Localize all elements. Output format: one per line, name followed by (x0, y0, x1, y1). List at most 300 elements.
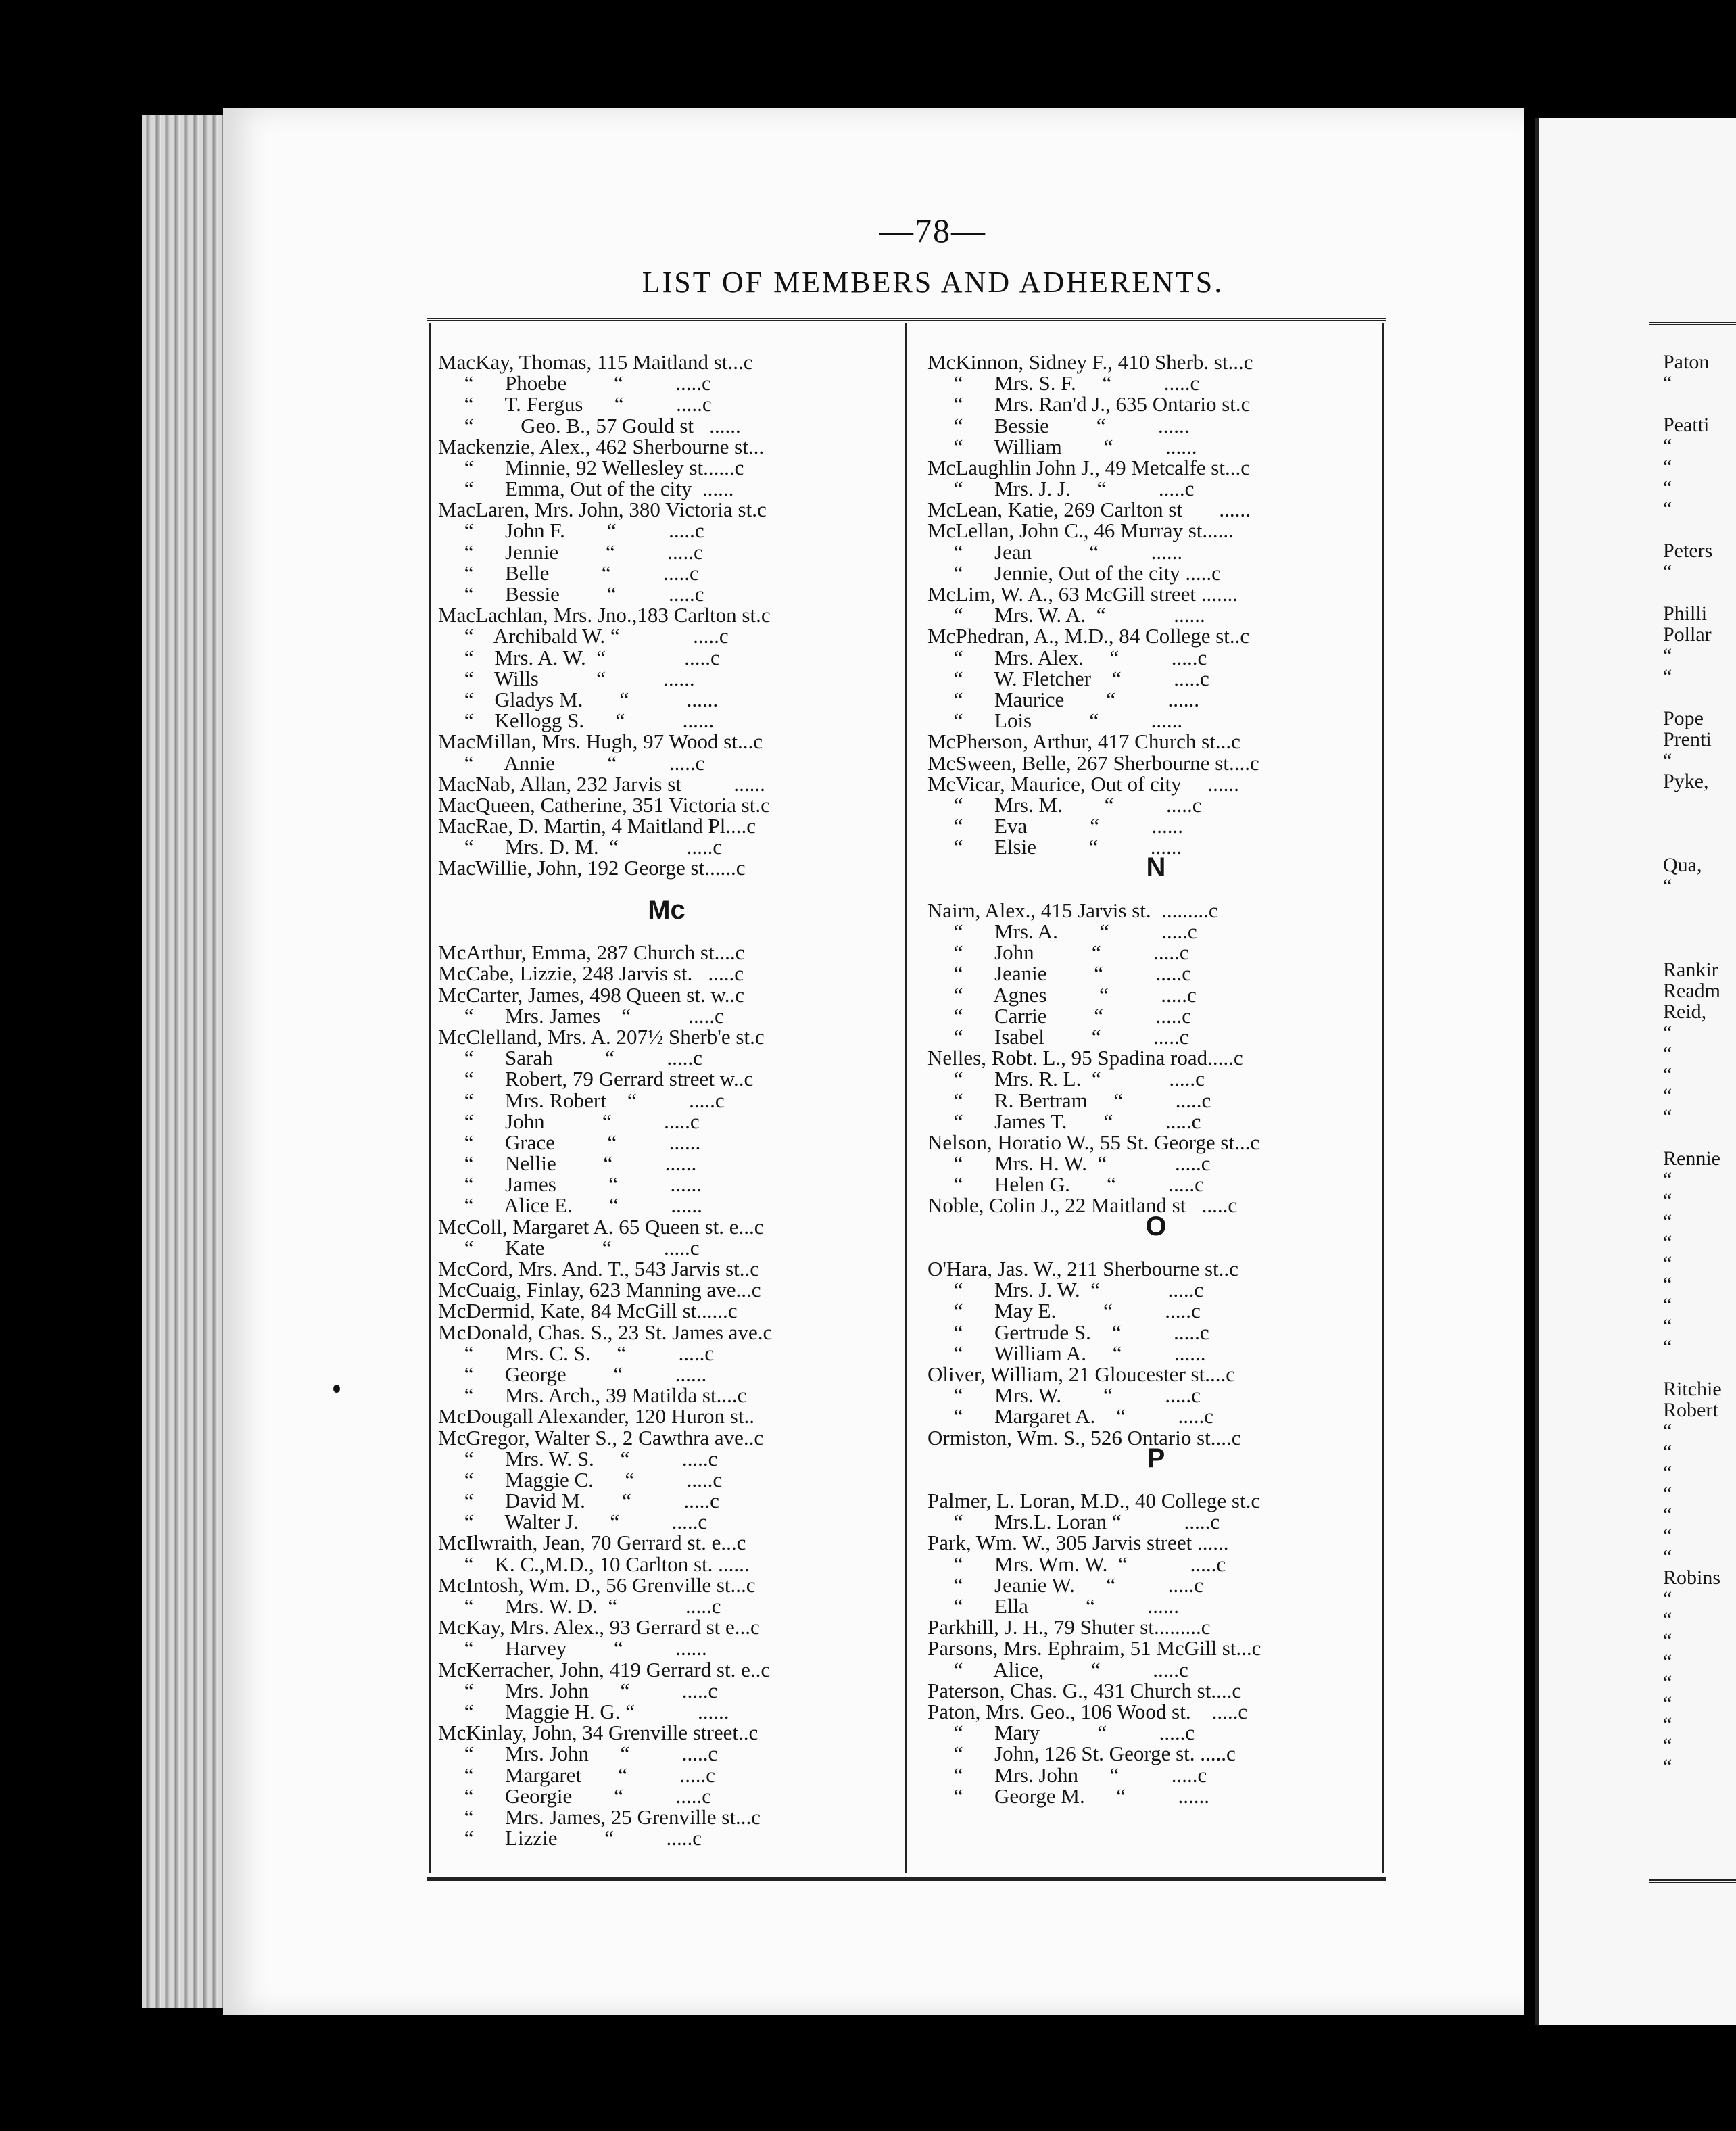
member-entry: McDermid, Kate, 84 McGill st......c (438, 1299, 738, 1323)
member-entry: “ David M. “ .....c (438, 1489, 719, 1513)
member-entry: “ Mrs. H. W. “ .....c (927, 1151, 1211, 1176)
member-entry: Oliver, William, 21 Gloucester st....c (927, 1362, 1235, 1386)
list-item (927, 1047, 1384, 1068)
list-item (927, 1174, 1384, 1195)
list-item (438, 415, 895, 436)
list-item (438, 668, 895, 689)
list-item (927, 1258, 1384, 1279)
member-entry: “ Mrs. John “ .....c (438, 1742, 718, 1766)
list-item (438, 1637, 895, 1658)
member-entry: “ Isabel “ .....c (927, 1024, 1189, 1049)
list-item (927, 604, 1384, 625)
list-item (438, 562, 895, 583)
member-entry: McCabe, Lizzie, 248 Jarvis st. .....c (438, 961, 744, 986)
member-entry: “ Kate “ .....c (438, 1235, 700, 1260)
list-item (438, 457, 895, 478)
member-entry: McIlwraith, Jean, 70 Gerrard st. e...c (438, 1531, 746, 1555)
section-letter-text: O (1145, 1211, 1167, 1241)
list-item (927, 1026, 1384, 1047)
member-entry: “ Sarah “ .....c (438, 1046, 702, 1070)
member-entry: McLean, Katie, 269 Carlton st ...... (927, 498, 1251, 522)
member-entry: “ Alice E. “ ...... (438, 1193, 702, 1218)
member-entry: MacLaren, Mrs. John, 380 Victoria st.c (438, 498, 767, 522)
adjacent-page-text: “ (1663, 498, 1672, 520)
list-item (927, 1153, 1384, 1174)
adjacent-page-text: “ (1663, 1210, 1672, 1232)
member-entry: “ Belle “ .....c (438, 560, 699, 585)
list-item (438, 478, 895, 499)
adjacent-page-text (1663, 519, 1736, 540)
member-entry: MacKay, Thomas, 115 Maitland st...c (438, 350, 753, 374)
member-entry: “ Jean “ ...... (927, 540, 1183, 564)
section-letter (927, 1211, 1384, 1241)
adjacent-page-text: “ (1663, 1504, 1672, 1526)
member-entry: McLellan, John C., 46 Murray st...... (927, 519, 1234, 543)
member-entry: “ Mrs. W. A. “ ...... (927, 603, 1205, 627)
list-item (927, 1364, 1384, 1385)
member-entry: “ Mrs. R. L. “ .....c (927, 1067, 1205, 1091)
list-item (927, 457, 1384, 478)
member-entry: “ W. Fletcher “ .....c (927, 666, 1209, 690)
member-entry: McIntosh, Wm. D., 56 Grenville st...c (438, 1573, 756, 1597)
member-entry: “ Agnes “ .....c (927, 982, 1197, 1007)
member-entry: “ Jeanie W. “ .....c (927, 1573, 1204, 1597)
member-entry: “ Bessie “ ...... (927, 413, 1190, 437)
list-item (438, 1132, 895, 1153)
adjacent-page-text: “ (1663, 1525, 1672, 1547)
adjacent-page-text: “ (1663, 665, 1672, 688)
member-entry: “ Elsie “ ...... (927, 835, 1182, 859)
list-item (438, 836, 895, 857)
member-entry: “ Margaret A. “ .....c (927, 1404, 1213, 1429)
list-item (438, 1554, 895, 1575)
member-entry: Nelles, Robt. L., 95 Spadina road.....c (927, 1046, 1243, 1070)
list-item (438, 1806, 895, 1827)
list-item (438, 1153, 895, 1174)
list-item (927, 942, 1384, 963)
list-item (927, 1596, 1384, 1617)
member-entry: “ Annie “ .....c (438, 750, 705, 775)
member-entry: Nelson, Horatio W., 55 St. George st...c (927, 1130, 1260, 1154)
member-entry: “ Mrs. Ran'd J., 635 Ontario st.c (927, 392, 1251, 416)
page-number: —78— (879, 212, 986, 249)
member-entry: McLaughlin John J., 49 Metcalfe st...c (927, 455, 1250, 479)
section-letter-text: Mc (648, 894, 685, 925)
adjacent-page-text: “ (1663, 1189, 1672, 1212)
adjacent-page-text: Readm (1663, 980, 1720, 1002)
list-item (438, 1765, 895, 1786)
list-item (438, 731, 895, 752)
list-item (438, 436, 895, 457)
member-entry: “ Wills “ ...... (438, 666, 695, 690)
member-entry: “ Minnie, 92 Wellesley st......c (438, 455, 744, 479)
member-entry: “ Jennie, Out of the city .....c (927, 560, 1221, 585)
list-item (927, 710, 1384, 731)
list-item (927, 1701, 1384, 1722)
member-entry: McColl, Margaret A. 65 Queen st. e...c (438, 1214, 764, 1239)
member-entry: “ Mary “ .....c (927, 1721, 1195, 1745)
adjacent-page-text (1663, 813, 1736, 834)
list-item (438, 625, 895, 646)
adjacent-page-text: Robins (1663, 1566, 1721, 1589)
list-item (927, 984, 1384, 1005)
section-letter-text: N (1146, 853, 1166, 883)
list-item (438, 1068, 895, 1089)
member-entry: MacMillan, Mrs. Hugh, 97 Wood st...c (438, 729, 763, 754)
list-item (438, 1406, 895, 1427)
list-item (927, 1680, 1384, 1701)
member-entry: McKinnon, Sidney F., 410 Sherb. st...c (927, 350, 1253, 374)
section-letter (438, 894, 895, 925)
adjacent-page-text: “ (1663, 1546, 1672, 1568)
ink-mark (333, 1385, 340, 1393)
adjacent-page-text: “ (1663, 1168, 1672, 1191)
adjacent-page-text: Rennie (1663, 1147, 1720, 1170)
list-item (927, 1765, 1384, 1786)
list-item (438, 1448, 895, 1469)
adjacent-page-text (1663, 582, 1736, 603)
members-column-left (438, 352, 895, 1848)
member-entry: Park, Wm. W., 305 Jarvis street ...... (927, 1531, 1229, 1555)
list-item (927, 1617, 1384, 1637)
list-item (438, 583, 895, 604)
member-entry: “ Mrs. A. W. “ .....c (438, 645, 720, 669)
member-entry: “ May E. “ .....c (927, 1299, 1201, 1323)
member-entry: “ Alice, “ .....c (927, 1657, 1188, 1681)
member-entry: MacWillie, John, 192 George st......c (438, 856, 746, 880)
list-item (927, 1743, 1384, 1764)
member-entry: “ William “ ...... (927, 434, 1197, 458)
member-entry: “ Mrs. James, 25 Grenville st...c (438, 1804, 761, 1829)
adjacent-page-text: “ (1663, 1420, 1672, 1442)
member-entry: “ Mrs. John “ .....c (438, 1678, 718, 1702)
adjacent-page-text: Rankir (1663, 959, 1718, 981)
list-item (438, 1827, 895, 1848)
list-item (927, 731, 1384, 752)
adjacent-page-text (1663, 896, 1736, 917)
adjacent-page-text: “ (1663, 644, 1672, 667)
adjacent-page-text: “ (1663, 1273, 1672, 1295)
adjacent-page-text: “ (1663, 560, 1672, 583)
adjacent-page-text: Paton (1663, 352, 1710, 373)
member-entry: “ Jeanie “ .....c (927, 961, 1191, 986)
adjacent-page-text: Pope (1663, 707, 1704, 729)
list-item (927, 625, 1384, 646)
member-entry: “ Mrs.L. Loran “ .....c (927, 1510, 1220, 1534)
list-item (438, 1364, 895, 1385)
member-entry: Palmer, L. Loran, M.D., 40 College st.c (927, 1489, 1261, 1513)
adjacent-page-text: “ (1663, 1315, 1672, 1337)
member-entry: “ James “ ...... (438, 1172, 702, 1197)
list-item (438, 1322, 895, 1343)
adjacent-page-text: “ (1663, 1483, 1672, 1505)
list-item (927, 1111, 1384, 1132)
section-letter (927, 1443, 1384, 1473)
member-entry: “ John, 126 St. George st. .....c (927, 1742, 1236, 1766)
list-item (927, 371, 1384, 396)
member-entry: “ Mrs. J. J. “ .....c (927, 477, 1195, 501)
list-item (438, 1783, 895, 1808)
list-item (438, 773, 895, 794)
list-item (927, 921, 1384, 942)
member-entry: “ Mrs. S. F. “ .....c (927, 371, 1200, 396)
member-entry: “ John “ .....c (438, 1109, 700, 1133)
adjacent-page-text: “ (1663, 1252, 1672, 1274)
list-item (438, 1701, 895, 1722)
member-entry: “ Helen G. “ .....c (927, 1172, 1204, 1197)
adjacent-page-text: “ (1663, 1587, 1672, 1610)
member-entry: “ John “ .....c (927, 940, 1189, 965)
adjacent-page-text: Philli (1663, 602, 1708, 625)
member-entry: “ Kellogg S. “ ...... (438, 709, 715, 733)
list-item (927, 1068, 1384, 1089)
list-item (438, 499, 895, 520)
list-item (927, 436, 1384, 457)
adjacent-page-text: Robert (1663, 1399, 1718, 1421)
member-entry: McGregor, Walter S., 2 Cawthra ave..c (438, 1425, 764, 1450)
member-entry: “ Mrs. A. “ .....c (927, 919, 1197, 944)
list-item (438, 542, 895, 562)
adjacent-page-text: Peters (1663, 540, 1713, 562)
adjacent-page-text: “ (1663, 1734, 1672, 1756)
list-item (927, 1385, 1384, 1406)
member-entry: McDougall Alexander, 120 Huron st.. (438, 1404, 754, 1429)
list-item (927, 1637, 1384, 1658)
member-entry: “ Mrs. Robert “ .....c (438, 1088, 725, 1112)
adjacent-page-text: “ (1663, 1713, 1672, 1735)
list-item (927, 815, 1384, 836)
adjacent-page-text: “ (1663, 1063, 1672, 1086)
list-item (927, 963, 1384, 984)
adjacent-page-text: “ (1663, 1022, 1672, 1044)
section-letter-text: P (1147, 1443, 1165, 1473)
member-entry: “ Grace “ ...... (438, 1130, 701, 1154)
member-entry: McKinlay, John, 34 Grenville street..c (438, 1721, 758, 1745)
member-entry: “ Mrs. John “ .....c (927, 1763, 1207, 1787)
member-entry: “ Bessie “ .....c (438, 582, 704, 606)
adjacent-page-text: “ (1663, 435, 1672, 457)
member-entry: “ Mrs. Alex. “ .....c (927, 645, 1207, 669)
member-entry: “ Carrie “ .....c (927, 1003, 1191, 1028)
adjacent-page-text: Peatti (1663, 414, 1710, 436)
member-entry: “ Mrs. Arch., 39 Matilda st....c (438, 1383, 747, 1408)
member-entry: McPherson, Arthur, 417 Church st...c (927, 729, 1240, 754)
member-entry: “ Jennie “ .....c (438, 540, 703, 564)
member-entry: Parkhill, J. H., 79 Shuter st.........c (927, 1615, 1211, 1639)
member-entry: “ Mrs. M. “ .....c (927, 792, 1202, 817)
list-item (927, 752, 1384, 773)
member-entry: MacQueen, Catherine, 351 Victoria st.c (438, 792, 770, 817)
adjacent-page-text: “ (1663, 1650, 1672, 1673)
list-item (927, 562, 1384, 583)
member-entry: “ Margaret “ .....c (438, 1763, 716, 1787)
member-entry: “ Emma, Out of the city ...... (438, 477, 734, 501)
list-item (438, 521, 895, 542)
list-item (927, 1406, 1384, 1427)
list-item (438, 942, 895, 963)
list-item (438, 1617, 895, 1637)
list-item (438, 1237, 895, 1258)
member-entry: McArthur, Emma, 287 Church st....c (438, 940, 745, 965)
list-item (927, 1322, 1384, 1343)
list-item (927, 1132, 1384, 1153)
list-item (927, 499, 1384, 520)
list-item (438, 1490, 895, 1511)
member-entry: “ Mrs. C. S. “ .....c (438, 1341, 715, 1365)
adjacent-page-text: “ (1663, 1336, 1672, 1358)
member-entry: “ Mrs. J. W. “ .....c (927, 1278, 1204, 1302)
member-entry: “ Lois “ ...... (927, 709, 1183, 733)
member-entry: McCord, Mrs. And. T., 543 Jarvis st..c (438, 1257, 760, 1281)
column-divider (905, 323, 907, 1873)
list-item (438, 1659, 895, 1680)
member-entry: “ Mrs. D. M. “ .....c (438, 835, 723, 859)
adjacent-page-text (1663, 917, 1736, 938)
page-heading: LIST OF MEMBERS AND ADHERENTS. (642, 266, 1224, 299)
adjacent-page-text: “ (1663, 875, 1672, 897)
member-entry: Paterson, Chas. G., 431 Church st....c (927, 1678, 1242, 1702)
adjacent-page-text: “ (1663, 749, 1672, 771)
list-item (438, 1743, 895, 1764)
adjacent-page-rule-bottom (1649, 1879, 1736, 1883)
list-item (927, 1783, 1384, 1808)
list-item (438, 1343, 895, 1364)
list-item (438, 1511, 895, 1532)
adjacent-page-text: “ (1663, 477, 1672, 499)
adjacent-page-text: Pollar (1663, 623, 1712, 646)
member-entry: McKerracher, John, 419 Gerrard st. e..c (438, 1657, 771, 1681)
adjacent-page-text (1663, 1127, 1736, 1148)
list-item (438, 1469, 895, 1490)
member-entry: Mackenzie, Alex., 462 Sherbourne st... (438, 434, 765, 458)
list-item (438, 815, 895, 836)
list-item (438, 1300, 895, 1321)
list-item (438, 963, 895, 984)
list-item (927, 1300, 1384, 1321)
adjacent-page-text (1663, 792, 1736, 813)
adjacent-page-text: “ (1663, 1441, 1672, 1463)
member-entry: “ John F. “ .....c (438, 519, 704, 543)
member-entry: “ Mrs. W. D. “ .....c (438, 1594, 721, 1619)
member-entry: “ William A. “ ...... (927, 1341, 1206, 1365)
member-entry: “ Walter J. “ .....c (438, 1510, 708, 1534)
list-item (438, 1575, 895, 1596)
member-entry: “ Mrs. W. S. “ .....c (438, 1446, 718, 1470)
list-item (927, 1343, 1384, 1364)
list-item (438, 1258, 895, 1279)
list-item (927, 1279, 1384, 1300)
member-entry: McKay, Mrs. Alex., 93 Gerrard st e...c (438, 1615, 760, 1639)
member-entry: McVicar, Maurice, Out of city ...... (927, 771, 1239, 796)
member-entry: “ Georgie “ .....c (438, 1783, 712, 1808)
list-item (927, 900, 1384, 921)
list-item (927, 393, 1384, 414)
list-item (438, 1596, 895, 1617)
member-entry: MacNab, Allan, 232 Jarvis st ...... (438, 771, 765, 796)
member-entry: Paton, Mrs. Geo., 106 Wood st. .....c (927, 1699, 1248, 1723)
member-entry: McClelland, Mrs. A. 207½ Sherb'e st.c (438, 1024, 765, 1049)
list-item (438, 1533, 895, 1554)
member-entry: “ Mrs. Wm. W. “ .....c (927, 1552, 1226, 1576)
adjacent-page-text: “ (1663, 1629, 1672, 1652)
member-entry: MacRae, D. Martin, 4 Maitland Pl....c (438, 814, 756, 838)
member-entry: McCuaig, Finlay, 623 Manning ave...c (438, 1278, 761, 1302)
adjacent-page-text (1663, 393, 1736, 414)
adjacent-page-text: “ (1663, 456, 1672, 478)
member-entry: “ Archibald W. “ .....c (438, 624, 729, 648)
adjacent-page-text: “ (1663, 1608, 1672, 1631)
list-item (438, 1090, 895, 1111)
list-item (438, 1680, 895, 1701)
member-entry: “ Nellie “ ...... (438, 1151, 697, 1176)
list-item (438, 352, 895, 373)
member-entry: McPhedran, A., M.D., 84 College st..c (927, 624, 1250, 648)
member-entry: “ Maggie C. “ .....c (438, 1467, 723, 1491)
list-item (438, 371, 895, 396)
list-item (438, 1427, 895, 1448)
member-entry: McCarter, James, 498 Queen st. w..c (438, 982, 745, 1007)
list-item (438, 1026, 895, 1047)
list-item (438, 794, 895, 815)
member-entry: Noble, Colin J., 22 Maitland st .....c (927, 1193, 1238, 1218)
list-item (438, 1385, 895, 1406)
member-entry: “ K. C.,M.D., 10 Carlton st. ...... (438, 1552, 750, 1576)
list-item (927, 794, 1384, 815)
list-item (438, 710, 895, 731)
list-item (927, 1090, 1384, 1111)
list-item (438, 1195, 895, 1216)
list-item (438, 858, 895, 879)
list-item (927, 542, 1384, 562)
member-entry: “ Robert, 79 Gerrard street w..c (438, 1067, 754, 1091)
adjacent-page-text: “ (1663, 1462, 1672, 1484)
member-entry: Ormiston, Wm. S., 526 Ontario st....c (927, 1425, 1241, 1450)
list-item (927, 1554, 1384, 1575)
member-entry: “ George “ ...... (438, 1362, 707, 1386)
member-entry: “ Ella “ ...... (927, 1594, 1179, 1619)
list-item (438, 984, 895, 1005)
member-entry: “ Maggie H. G. “ ...... (438, 1699, 729, 1723)
list-item (438, 1005, 895, 1026)
section-letter (927, 853, 1384, 883)
member-entry: Parsons, Mrs. Ephraim, 51 McGill st...c (927, 1636, 1261, 1660)
member-entry: MacLachlan, Mrs. Jno.,183 Carlton st.c (438, 603, 771, 627)
adjacent-page-rule-top (1649, 322, 1736, 325)
adjacent-page-text: Reid, (1663, 1001, 1707, 1023)
list-item (927, 647, 1384, 668)
list-item (438, 1174, 895, 1195)
list-item (927, 352, 1384, 373)
list-item (927, 1575, 1384, 1596)
list-item (438, 1722, 895, 1743)
member-entry: O'Hara, Jas. W., 211 Sherbourne st..c (927, 1257, 1238, 1281)
adjacent-page-text: “ (1663, 1755, 1672, 1777)
adjacent-page-text: Prenti (1663, 728, 1712, 750)
adjacent-page-text: “ (1663, 1692, 1672, 1715)
list-item (438, 1047, 895, 1068)
list-item (927, 1722, 1384, 1743)
list-item (927, 521, 1384, 542)
adjacent-page-text: “ (1663, 1105, 1672, 1128)
list-item (927, 583, 1384, 604)
frame-left-rule (429, 323, 431, 1873)
adjacent-page-text: Pyke, (1663, 770, 1709, 792)
list-item (438, 689, 895, 710)
adjacent-page-text: “ (1663, 1231, 1672, 1253)
list-item (927, 415, 1384, 436)
member-entry: “ Harvey “ ...... (438, 1636, 707, 1660)
list-item (438, 1111, 895, 1132)
